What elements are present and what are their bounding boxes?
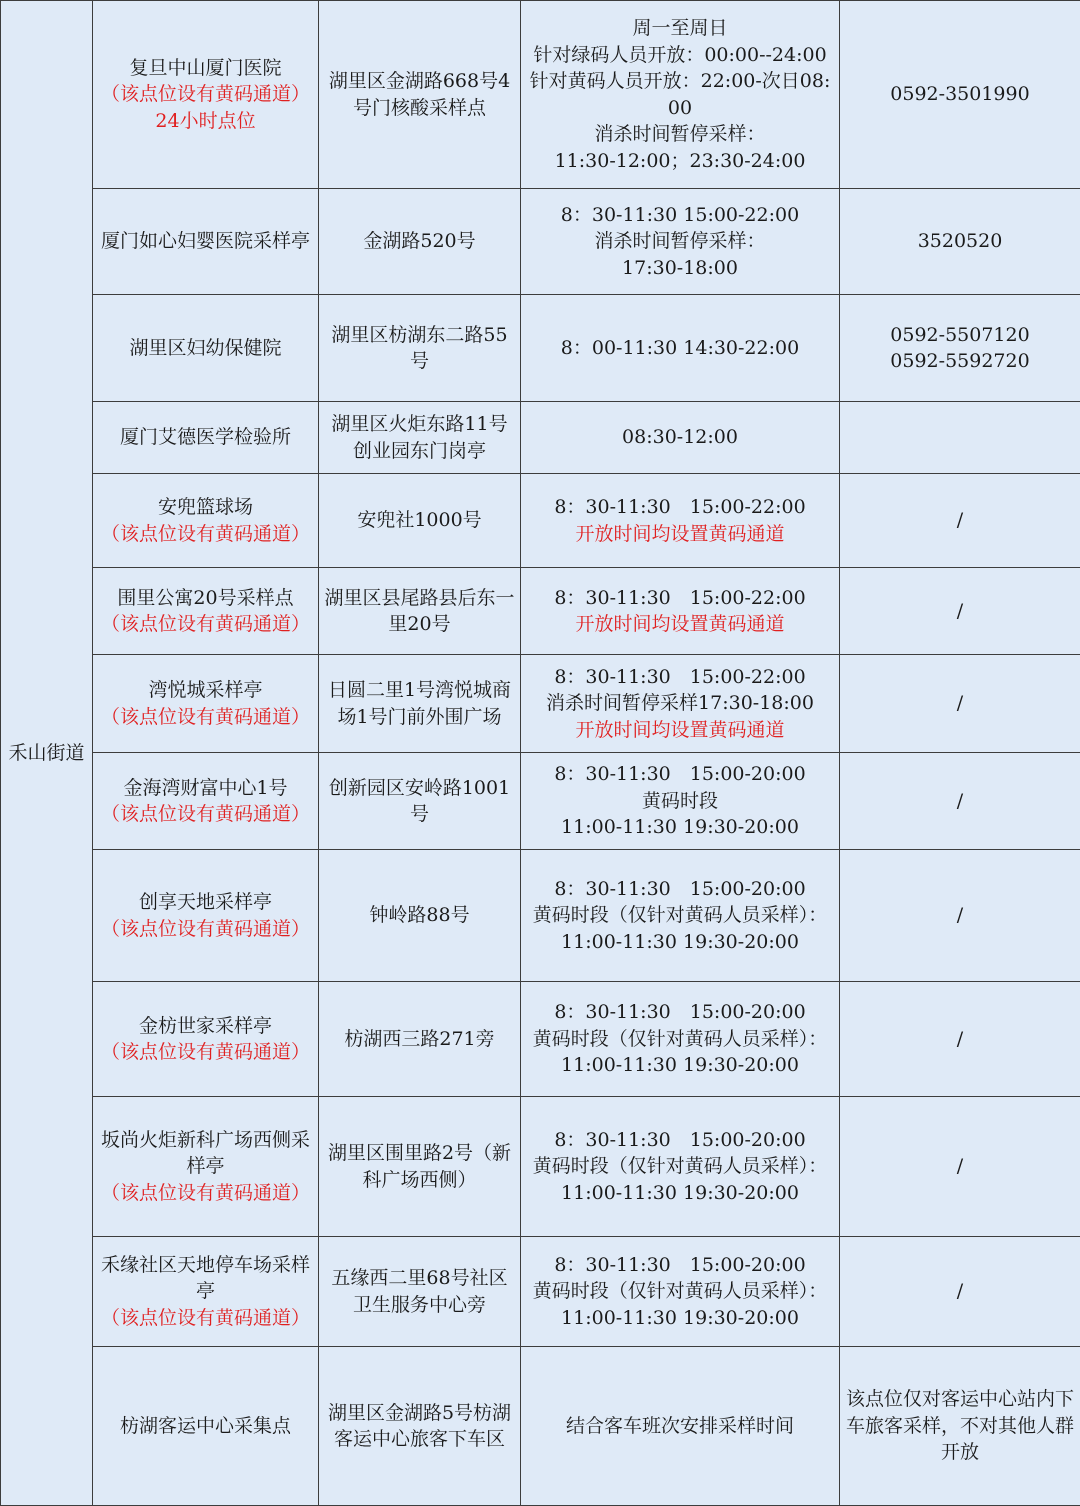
phone-line: / <box>844 598 1076 625</box>
site-name-line: 金枋世家采样亭 <box>97 1013 314 1040</box>
time-line: 11:00-11:30 19:30-20:00 <box>525 1305 835 1332</box>
site-name-cell <box>93 1097 319 1237</box>
site-phone-cell <box>840 1347 1080 1506</box>
yellow-channel-note: 开放时间均设置黄码通道 <box>525 717 835 744</box>
table-row <box>1 1097 1080 1237</box>
site-address-cell: 枋湖西三路271旁 <box>319 982 521 1097</box>
time-line: 8：30-11:30 15:00-20:00 <box>525 999 835 1026</box>
time-line: 黄码时段（仅针对黄码人员采样）： <box>525 1026 835 1053</box>
time-line: 针对绿码人员开放：00:00--24:00 <box>525 42 835 69</box>
site-name-line: 安兜篮球场 <box>97 494 314 521</box>
site-name-cell <box>93 402 319 474</box>
time-line: 黄码时段（仅针对黄码人员采样）： <box>525 1278 835 1305</box>
phone-line: / <box>844 690 1076 717</box>
phone-line: / <box>844 1278 1076 1305</box>
site-name-line: 创享天地采样亭 <box>97 889 314 916</box>
time-line: 8：30-11:30 15:00-20:00 <box>525 1252 835 1279</box>
time-line: 结合客车班次安排采样时间 <box>525 1413 835 1440</box>
site-name-cell <box>93 189 319 295</box>
site-name-cell <box>93 1 319 189</box>
district-cell: 禾山街道 <box>1 1 93 1506</box>
table-row <box>1 753 1080 850</box>
yellow-channel-note: 开放时间均设置黄码通道 <box>525 611 835 638</box>
time-line: 8：30-11:30 15:00-20:00 <box>525 876 835 903</box>
table-row <box>1 1237 1080 1347</box>
site-phone-cell <box>840 1 1080 189</box>
site-name-line: 枋湖客运中心采集点 <box>97 1413 314 1440</box>
site-name-cell <box>93 753 319 850</box>
site-address-cell: 金湖路520号 <box>319 189 521 295</box>
site-time-cell <box>521 850 840 982</box>
site-time-cell <box>521 1 840 189</box>
site-time-cell <box>521 568 840 655</box>
yellow-channel-note: （该点位设有黄码通道） <box>97 916 314 943</box>
site-name-line: 金海湾财富中心1号 <box>97 775 314 802</box>
phone-line: 0592-3501990 <box>844 81 1076 108</box>
site-time-cell <box>521 1237 840 1347</box>
time-line: 8：30-11:30 15:00-20:00 <box>525 761 835 788</box>
site-name-cell <box>93 1347 319 1506</box>
time-line: 8：30-11:30 15:00-22:00 <box>525 202 835 229</box>
site-phone-cell <box>840 568 1080 655</box>
time-line: 08:30-12:00 <box>525 424 835 451</box>
time-line: 8：30-11:30 15:00-20:00 <box>525 1127 835 1154</box>
yellow-channel-note: （该点位设有黄码通道） <box>97 81 314 108</box>
phone-line: 该点位仅对客运中心站内下车旅客采样，不对其他人群开放 <box>844 1386 1076 1466</box>
site-name-line: 厦门如心妇婴医院采样亭 <box>97 228 314 255</box>
time-line: 8：30-11:30 15:00-22:00 <box>525 494 835 521</box>
site-name-cell <box>93 982 319 1097</box>
yellow-channel-note: （该点位设有黄码通道） <box>97 1039 314 1066</box>
time-line: 11:00-11:30 19:30-20:00 <box>525 929 835 956</box>
table-row <box>1 474 1080 568</box>
site-time-cell <box>521 189 840 295</box>
site-time-cell <box>521 474 840 568</box>
site-name-line: 厦门艾德医学检验所 <box>97 424 314 451</box>
table-row <box>1 402 1080 474</box>
site-name-line: 复旦中山厦门医院 <box>97 55 314 82</box>
site-name-line: 围里公寓20号采样点 <box>97 585 314 612</box>
time-line: 消杀时间暂停采样17:30-18:00 <box>525 690 835 717</box>
site-address-cell: 五缘西二里68号社区卫生服务中心旁 <box>319 1237 521 1347</box>
time-line: 8：00-11:30 14:30-22:00 <box>525 335 835 362</box>
table-row <box>1 189 1080 295</box>
site-phone-cell <box>840 295 1080 402</box>
table-row <box>1 655 1080 753</box>
table-row <box>1 568 1080 655</box>
table-row <box>1 850 1080 982</box>
time-line: 周一至周日 <box>525 15 835 42</box>
site-address-cell: 湖里区枋湖东二路55号 <box>319 295 521 402</box>
site-phone-cell <box>840 655 1080 753</box>
table-row <box>1 295 1080 402</box>
time-line: 消杀时间暂停采样： <box>525 121 835 148</box>
phone-line: 0592-5507120 <box>844 322 1076 349</box>
site-address-cell: 湖里区火炬东路11号创业园东门岗亭 <box>319 402 521 474</box>
time-line: 11:00-11:30 19:30-20:00 <box>525 814 835 841</box>
site-time-cell <box>521 1347 840 1506</box>
phone-line: 3520520 <box>844 228 1076 255</box>
table-row <box>1 982 1080 1097</box>
time-line: 黄码时段（仅针对黄码人员采样）： <box>525 902 835 929</box>
site-time-cell <box>521 982 840 1097</box>
site-phone-cell <box>840 850 1080 982</box>
time-line: 11:00-11:30 19:30-20:00 <box>525 1052 835 1079</box>
site-address-cell: 湖里区围里路2号（新科广场西侧） <box>319 1097 521 1237</box>
site-address-cell: 日圆二里1号湾悦城商场1号门前外围广场 <box>319 655 521 753</box>
site-time-cell <box>521 402 840 474</box>
site-address-cell: 湖里区金湖路668号4号门核酸采样点 <box>319 1 521 189</box>
site-name-cell <box>93 655 319 753</box>
site-phone-cell <box>840 1097 1080 1237</box>
site-address-cell: 钟岭路88号 <box>319 850 521 982</box>
site-time-cell <box>521 753 840 850</box>
site-address-cell: 创新园区安岭路1001号 <box>319 753 521 850</box>
site-name-cell <box>93 850 319 982</box>
yellow-channel-note: （该点位设有黄码通道） <box>97 704 314 731</box>
yellow-channel-note: （该点位设有黄码通道） <box>97 1305 314 1332</box>
site-phone-cell <box>840 982 1080 1097</box>
time-line: 黄码时段 <box>525 788 835 815</box>
site-name-line: 湖里区妇幼保健院 <box>97 335 314 362</box>
site-address-cell: 湖里区县尾路县后东一里20号 <box>319 568 521 655</box>
site-name-cell <box>93 474 319 568</box>
phone-line: / <box>844 507 1076 534</box>
site-phone-cell <box>840 402 1080 474</box>
phone-line: / <box>844 1153 1076 1180</box>
site-phone-cell <box>840 1237 1080 1347</box>
site-address-cell: 安兜社1000号 <box>319 474 521 568</box>
yellow-channel-note: 开放时间均设置黄码通道 <box>525 521 835 548</box>
yellow-channel-note: （该点位设有黄码通道） <box>97 1180 314 1207</box>
site-name-cell <box>93 1237 319 1347</box>
table-row <box>1 1 1080 189</box>
site-name-cell <box>93 568 319 655</box>
yellow-channel-note: （该点位设有黄码通道） <box>97 521 314 548</box>
time-line: 11:30-12:00；23:30-24:00 <box>525 148 835 175</box>
site-phone-cell <box>840 474 1080 568</box>
time-line: 黄码时段（仅针对黄码人员采样）： <box>525 1153 835 1180</box>
yellow-channel-note: 24小时点位 <box>97 108 314 135</box>
table-row <box>1 1347 1080 1506</box>
phone-line: / <box>844 788 1076 815</box>
site-time-cell <box>521 1097 840 1237</box>
phone-line: / <box>844 902 1076 929</box>
time-line: 8：30-11:30 15:00-22:00 <box>525 664 835 691</box>
table-body <box>1 1 1080 1506</box>
yellow-channel-note: （该点位设有黄码通道） <box>97 611 314 638</box>
site-time-cell <box>521 295 840 402</box>
time-line: 8：30-11:30 15:00-22:00 <box>525 585 835 612</box>
site-phone-cell <box>840 753 1080 850</box>
site-name-line: 湾悦城采样亭 <box>97 677 314 704</box>
time-line: 11:00-11:30 19:30-20:00 <box>525 1180 835 1207</box>
time-line: 消杀时间暂停采样： <box>525 228 835 255</box>
time-line: 针对黄码人员开放：22:00-次日08:00 <box>525 68 835 121</box>
phone-line: 0592-5592720 <box>844 348 1076 375</box>
site-address-cell: 湖里区金湖路5号枋湖客运中心旅客下车区 <box>319 1347 521 1506</box>
site-time-cell <box>521 655 840 753</box>
site-name-line: 禾缘社区天地停车场采样亭 <box>97 1252 314 1305</box>
site-name-line: 坂尚火炬新科广场西侧采样亭 <box>97 1127 314 1180</box>
yellow-channel-note: （该点位设有黄码通道） <box>97 801 314 828</box>
phone-line: / <box>844 1026 1076 1053</box>
site-name-cell <box>93 295 319 402</box>
time-line: 17:30-18:00 <box>525 255 835 282</box>
site-phone-cell <box>840 189 1080 295</box>
